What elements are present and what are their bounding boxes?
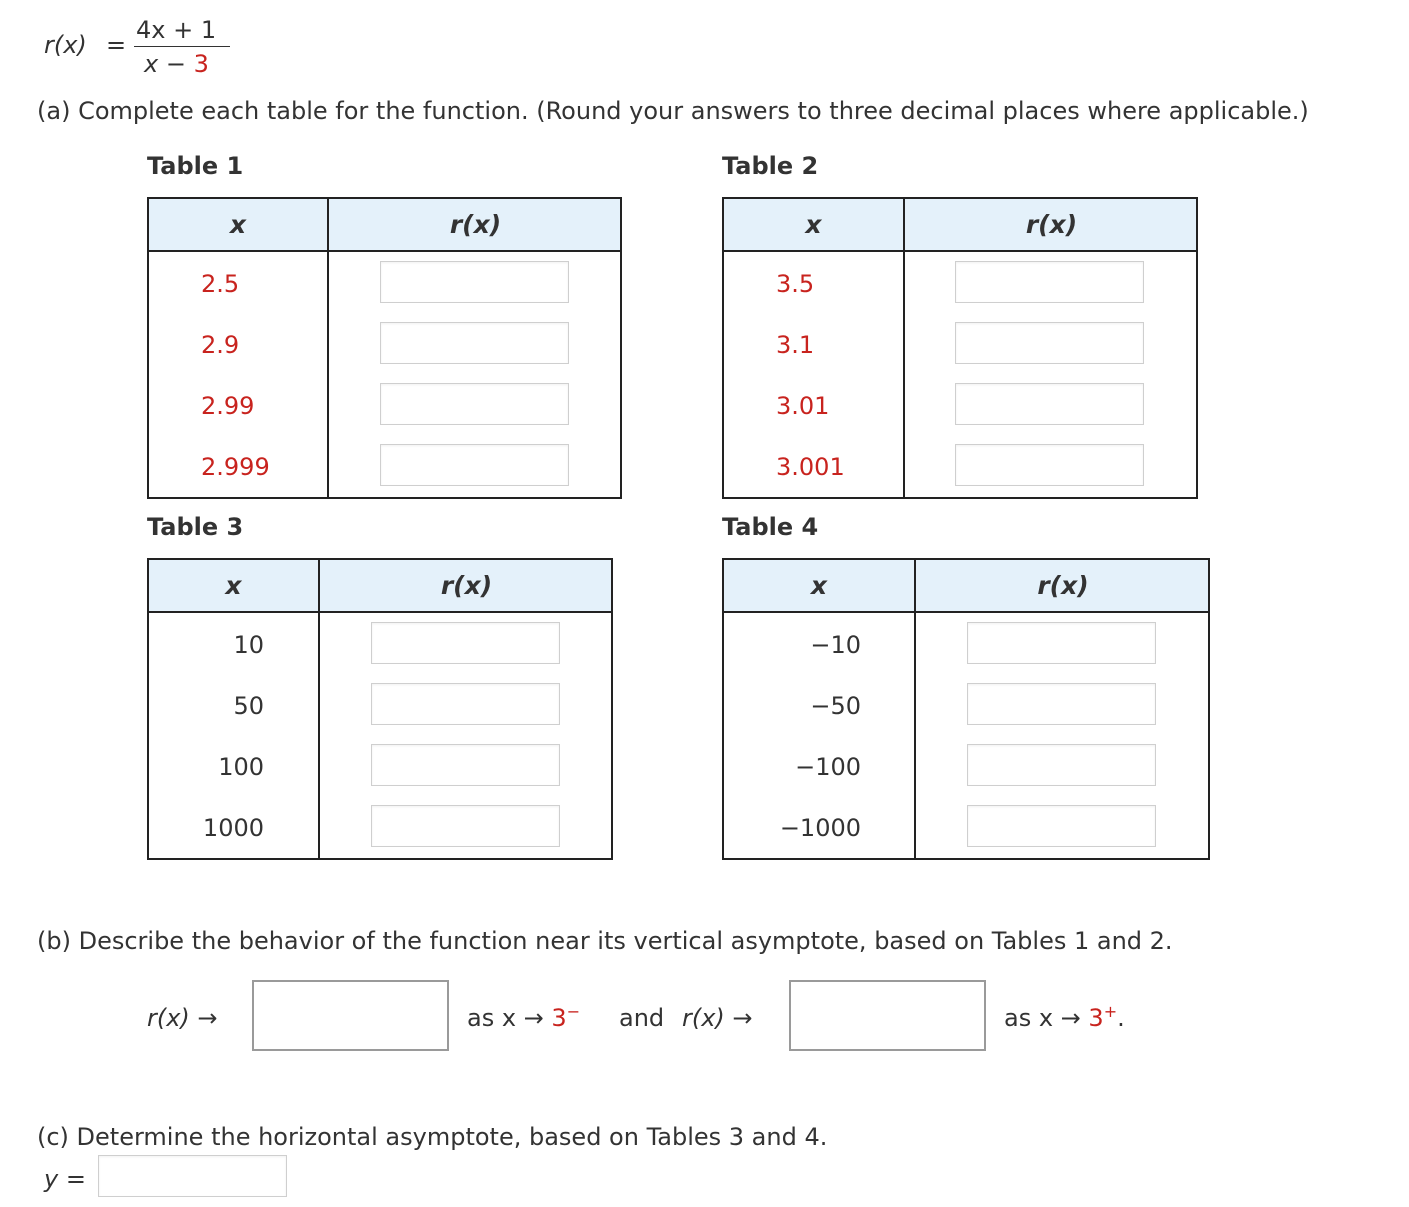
table-2-r-input-3[interactable] xyxy=(955,383,1144,425)
table-3-x-2: 50 xyxy=(233,692,264,720)
table-1-col-x: x xyxy=(229,210,247,239)
function-denominator xyxy=(144,49,209,79)
part-b-left-limit-input[interactable] xyxy=(252,980,449,1051)
table-1-col-r: r(x) xyxy=(449,210,502,239)
part-b-prompt: (b) Describe the behavior of the function near its vertical asymptote, based on Tables 1 and 2. xyxy=(37,927,1173,955)
table-4-r-input-2[interactable] xyxy=(967,683,1156,725)
part-b-period: . xyxy=(1117,1004,1125,1032)
denominator-const: 3 xyxy=(193,50,209,78)
table-4-x-1: −10 xyxy=(810,631,861,659)
table-2-x-1: 3.5 xyxy=(776,270,815,298)
table-4-r-input-3[interactable] xyxy=(967,744,1156,786)
table-2-r-input-4[interactable] xyxy=(955,444,1144,486)
table-2-r-input-2[interactable] xyxy=(955,322,1144,364)
table-1-r-input-2[interactable] xyxy=(380,322,569,364)
table-4-x-3: −100 xyxy=(795,753,861,781)
table-3-col-x: x xyxy=(225,571,242,600)
table-1-x-1: 2.5 xyxy=(201,270,240,298)
table-2-r-input-1[interactable] xyxy=(955,261,1144,303)
table-4-x-4: −1000 xyxy=(779,814,861,842)
table-3 xyxy=(147,558,613,860)
limit-left-sup: − xyxy=(566,1002,581,1021)
part-b-and: and xyxy=(619,1004,665,1032)
table-2-col-r: r(x) xyxy=(1025,210,1078,239)
limit-right-sup: + xyxy=(1103,1002,1118,1021)
table-3-title: Table 3 xyxy=(147,513,244,541)
table-1-r-input-4[interactable] xyxy=(380,444,569,486)
table-4-col-r: r(x) xyxy=(1037,571,1089,600)
fraction-bar xyxy=(134,46,230,47)
table-1-x-2: 2.9 xyxy=(201,331,240,359)
part-b-as-x-left xyxy=(467,1003,580,1033)
table-4-title: Table 4 xyxy=(722,513,819,541)
as-x-text-2: as x → xyxy=(1004,1004,1089,1032)
limit-right-value: 3 xyxy=(1088,1004,1104,1032)
table-3-x-1: 10 xyxy=(233,631,264,659)
table-3-r-input-3[interactable] xyxy=(371,744,560,786)
part-b-as-x-right xyxy=(1004,1003,1125,1033)
table-1-r-input-1[interactable] xyxy=(380,261,569,303)
table-3-r-input-2[interactable] xyxy=(371,683,560,725)
table-1-title: Table 1 xyxy=(147,152,244,180)
table-2-col-x: x xyxy=(805,210,822,239)
part-b-right-limit-input[interactable] xyxy=(789,980,986,1051)
table-3-r-input-4[interactable] xyxy=(371,805,560,847)
table-2 xyxy=(722,197,1198,499)
table-4-col-x: x xyxy=(810,571,828,600)
table-1-x-4: 2.999 xyxy=(201,453,270,481)
table-3-x-3: 100 xyxy=(218,753,264,781)
table-2-title: Table 2 xyxy=(722,152,819,180)
table-1-x-3: 2.99 xyxy=(201,392,255,420)
as-x-text-1: as x → xyxy=(467,1004,552,1032)
function-lhs: r(x) xyxy=(44,31,87,59)
table-2-x-4: 3.001 xyxy=(776,453,845,481)
part-c-lhs: y = xyxy=(44,1165,86,1193)
table-4 xyxy=(722,558,1210,860)
denominator-var: x − xyxy=(144,50,194,78)
function-equals: = xyxy=(106,31,127,59)
table-4-x-2: −50 xyxy=(810,692,861,720)
part-b-lhs-2: r(x) → xyxy=(682,1004,753,1032)
table-4-r-input-4[interactable] xyxy=(967,805,1156,847)
table-3-x-4: 1000 xyxy=(202,814,264,842)
table-1-r-input-3[interactable] xyxy=(380,383,569,425)
limit-left-value: 3 xyxy=(551,1004,567,1032)
part-a-prompt: (a) Complete each table for the function. (Round your answers to three decimal places where applicable.) xyxy=(37,97,1309,125)
function-numerator: 4x + 1 xyxy=(136,16,217,44)
table-2-x-2: 3.1 xyxy=(776,331,815,359)
part-b-lhs: r(x) → xyxy=(147,1004,218,1032)
table-4-r-input-1[interactable] xyxy=(967,622,1156,664)
table-3-r-input-1[interactable] xyxy=(371,622,560,664)
table-3-col-r: r(x) xyxy=(440,571,493,600)
part-c-prompt: (c) Determine the horizontal asymptote, based on Tables 3 and 4. xyxy=(37,1123,828,1151)
table-1 xyxy=(147,197,622,499)
table-2-x-3: 3.01 xyxy=(776,392,830,420)
horizontal-asymptote-input[interactable] xyxy=(98,1155,287,1197)
